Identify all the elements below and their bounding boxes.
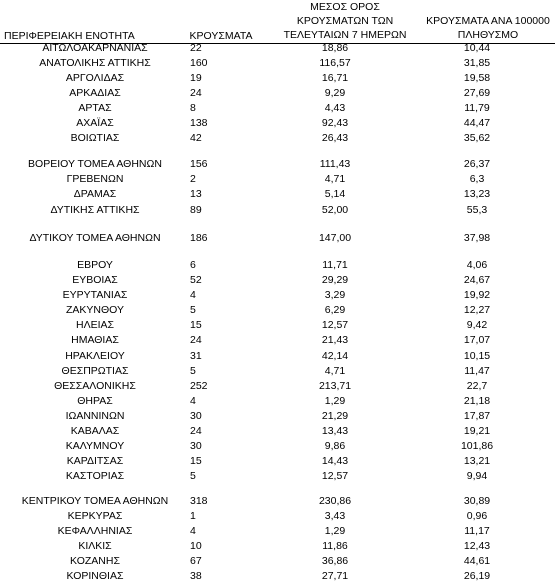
cases-cell: 15 xyxy=(190,455,202,467)
region-cell: ΑΡΤΑΣ xyxy=(78,102,112,114)
region-cell: ΑΡΚΑΔΙΑΣ xyxy=(69,87,121,99)
table-row xyxy=(0,172,555,187)
per-100k-cell: 21,18 xyxy=(463,395,491,407)
avg-7day-cell: 213,71 xyxy=(318,380,352,392)
region-cell: ΔΥΤΙΚΟΥ ΤΟΜΕΑ ΑΘΗΝΩΝ xyxy=(29,232,161,244)
region-cell: ΚΟΡΙΝΘΙΑΣ xyxy=(66,570,124,582)
per-100k-cell: 22,7 xyxy=(466,380,488,392)
cases-cell: 8 xyxy=(190,102,196,114)
table-row xyxy=(0,569,555,584)
per-100k-cell: 4,06 xyxy=(466,259,488,271)
avg-7day-cell: 52,00 xyxy=(321,204,349,216)
cases-cell: 5 xyxy=(190,304,196,316)
table-row xyxy=(0,187,555,202)
header-per-line1: ΚΡΟΥΣΜΑΤΑ ΑΝΑ 100000 xyxy=(426,15,550,27)
table-row xyxy=(0,56,555,71)
avg-7day-cell: 16,71 xyxy=(321,72,349,84)
table-row xyxy=(0,454,555,469)
header-cases: ΚΡΟΥΣΜΑΤΑ xyxy=(189,30,253,42)
cases-cell: 22 xyxy=(190,42,202,54)
per-100k-cell: 44,61 xyxy=(463,555,491,567)
cases-cell: 252 xyxy=(190,380,208,392)
per-100k-cell: 13,21 xyxy=(463,455,491,467)
header-avg-line1: ΜΕΣΟΣ ΟΡΟΣ xyxy=(310,1,380,13)
avg-7day-cell: 18,86 xyxy=(321,42,349,54)
avg-7day-cell: 111,43 xyxy=(319,158,351,170)
region-cell: ΒΟΡΕΙΟΥ ΤΟΜΕΑ ΑΘΗΝΩΝ xyxy=(28,158,162,170)
table-row xyxy=(0,379,555,394)
cases-cell: 67 xyxy=(190,555,202,567)
region-cell: ΙΩΑΝΝΙΝΩΝ xyxy=(65,410,125,422)
avg-7day-cell: 4,43 xyxy=(324,102,346,114)
table-row xyxy=(0,288,555,303)
table-row xyxy=(0,424,555,439)
table-row xyxy=(0,394,555,409)
cases-cell: 38 xyxy=(190,570,202,582)
region-cell: ΑΝΑΤΟΛΙΚΗΣ ΑΤΤΙΚΗΣ xyxy=(39,57,151,69)
per-100k-cell: 27,69 xyxy=(463,87,491,99)
cases-cell: 30 xyxy=(190,440,202,452)
table-row xyxy=(0,157,555,172)
per-100k-cell: 9,42 xyxy=(466,319,488,331)
region-cell: ΚΑΛΥΜΝΟΥ xyxy=(65,440,125,452)
per-100k-cell: 31,85 xyxy=(463,57,491,69)
region-cell: ΘΗΡΑΣ xyxy=(77,395,113,407)
table-row xyxy=(0,349,555,364)
cases-cell: 156 xyxy=(190,158,208,170)
cases-cell: 4 xyxy=(190,289,196,301)
table-row xyxy=(0,101,555,116)
avg-7day-cell: 9,86 xyxy=(324,440,346,452)
table-row xyxy=(0,439,555,454)
cases-cell: 10 xyxy=(190,540,202,552)
avg-7day-cell: 230,86 xyxy=(318,495,352,507)
cases-cell: 15 xyxy=(190,319,202,331)
region-cell: ΚΟΖΑΝΗΣ xyxy=(70,555,120,567)
avg-7day-cell: 1,29 xyxy=(324,525,346,537)
avg-7day-cell: 11,71 xyxy=(322,259,348,271)
per-100k-cell: 26,37 xyxy=(463,158,491,170)
region-cell: ΚΑΒΑΛΑΣ xyxy=(70,425,120,437)
avg-7day-cell: 3,29 xyxy=(324,289,346,301)
table-row xyxy=(0,509,555,524)
cases-cell: 89 xyxy=(190,204,202,216)
table-row xyxy=(0,364,555,379)
header-avg-line3: ΤΕΛΕΥΤΑΙΩΝ 7 ΗΜΕΡΩΝ xyxy=(283,29,407,41)
header-avg-7day xyxy=(275,0,415,42)
region-cell: ΕΒΡΟΥ xyxy=(77,259,113,271)
cases-cell: 24 xyxy=(190,425,202,437)
avg-7day-cell: 4,71 xyxy=(324,365,346,377)
per-100k-cell: 37,98 xyxy=(463,232,491,244)
region-cell: ΖΑΚΥΝΘΟΥ xyxy=(65,304,124,316)
table-row xyxy=(0,524,555,539)
region-cell: ΑΡΓΟΛΙΔΑΣ xyxy=(65,72,125,84)
header-per-line2: ΠΛΗΘΥΣΜΟ xyxy=(457,29,519,41)
region-cell: ΒΟΙΩΤΙΑΣ xyxy=(70,132,120,144)
region-cell: ΕΥΒΟΙΑΣ xyxy=(72,274,118,286)
cases-cell: 138 xyxy=(190,117,208,129)
region-cell: ΗΜΑΘΙΑΣ xyxy=(71,334,119,346)
avg-7day-cell: 29,29 xyxy=(321,274,349,286)
per-100k-cell: 6,3 xyxy=(469,173,485,185)
per-100k-cell: 17,87 xyxy=(463,410,491,422)
avg-7day-cell: 27,71 xyxy=(321,570,349,582)
per-100k-cell: 12,27 xyxy=(463,304,491,316)
table-row xyxy=(0,333,555,348)
cases-cell: 2 xyxy=(190,173,196,185)
avg-7day-cell: 4,71 xyxy=(324,173,346,185)
cases-cell: 1 xyxy=(190,510,196,522)
table-row xyxy=(0,116,555,131)
avg-7day-cell: 42,14 xyxy=(321,350,349,362)
cases-cell: 42 xyxy=(190,132,202,144)
avg-7day-cell: 36,86 xyxy=(321,555,349,567)
avg-7day-cell: 12,57 xyxy=(321,470,349,482)
per-100k-cell: 19,92 xyxy=(463,289,491,301)
per-100k-cell: 55,3 xyxy=(466,204,488,216)
region-cell: ΔΥΤΙΚΗΣ ΑΤΤΙΚΗΣ xyxy=(50,204,140,216)
table-row xyxy=(0,203,555,218)
per-100k-cell: 19,21 xyxy=(463,425,491,437)
cases-cell: 24 xyxy=(190,87,202,99)
per-100k-cell: 0,96 xyxy=(466,510,488,522)
header-region: ΠΕΡΙΦΕΡΕΙΑΚΗ ΕΝΟΤΗΤΑ xyxy=(4,30,135,42)
avg-7day-cell: 92,43 xyxy=(321,117,349,129)
region-cell: ΚΕΝΤΡΙΚΟΥ ΤΟΜΕΑ ΑΘΗΝΩΝ xyxy=(21,495,169,507)
cases-cell: 13 xyxy=(190,188,202,200)
cases-cell: 318 xyxy=(190,495,208,507)
per-100k-cell: 44,47 xyxy=(463,117,491,129)
header-per-100k xyxy=(418,14,555,42)
table-row xyxy=(0,494,555,509)
avg-7day-cell: 116,57 xyxy=(319,57,351,69)
per-100k-cell: 13,23 xyxy=(463,188,491,200)
cases-cell: 31 xyxy=(190,350,202,362)
per-100k-cell: 35,62 xyxy=(463,132,491,144)
table-row xyxy=(0,258,555,273)
cases-cell: 4 xyxy=(190,525,196,537)
region-cell: ΓΡΕΒΕΝΩΝ xyxy=(66,173,124,185)
avg-7day-cell: 26,43 xyxy=(321,132,349,144)
avg-7day-cell: 21,29 xyxy=(321,410,349,422)
region-cell: ΚΕΦΑΛΛΗΝΙΑΣ xyxy=(57,525,133,537)
header-avg-line2: ΚΡΟΥΣΜΑΤΩΝ ΤΩΝ xyxy=(296,15,394,27)
table-row xyxy=(0,469,555,484)
cases-cell: 6 xyxy=(190,259,196,271)
cases-cell: 19 xyxy=(190,72,202,84)
per-100k-cell: 12,43 xyxy=(463,540,491,552)
per-100k-cell: 9,94 xyxy=(466,470,488,482)
region-cell: ΚΑΡΔΙΤΣΑΣ xyxy=(66,455,124,467)
per-100k-cell: 101,86 xyxy=(460,440,494,452)
avg-7day-cell: 14,43 xyxy=(321,455,349,467)
avg-7day-cell: 3,43 xyxy=(324,510,346,522)
table-row xyxy=(0,303,555,318)
table-row xyxy=(0,318,555,333)
table-row xyxy=(0,409,555,424)
region-cell: ΑΙΤΩΛΟΑΚΑΡΝΑΝΙΑΣ xyxy=(42,42,148,54)
per-100k-cell: 26,19 xyxy=(463,570,491,582)
avg-7day-cell: 1,29 xyxy=(324,395,346,407)
region-cell: ΚΙΛΚΙΣ xyxy=(78,540,112,552)
avg-7day-cell: 21,43 xyxy=(321,334,349,346)
cases-cell: 186 xyxy=(190,232,208,244)
per-100k-cell: 11,17 xyxy=(464,525,490,537)
region-cell: ΚΕΡΚΥΡΑΣ xyxy=(67,510,123,522)
table-row xyxy=(0,71,555,86)
table-row xyxy=(0,231,555,246)
per-100k-cell: 19,58 xyxy=(463,72,491,84)
table-row xyxy=(0,554,555,569)
avg-7day-cell: 9,29 xyxy=(324,87,346,99)
cases-cell: 5 xyxy=(190,470,196,482)
cases-cell: 4 xyxy=(190,395,196,407)
avg-7day-cell: 147,00 xyxy=(318,232,352,244)
per-100k-cell: 11,79 xyxy=(464,102,490,114)
per-100k-cell: 10,44 xyxy=(463,42,491,54)
cases-cell: 5 xyxy=(190,365,196,377)
avg-7day-cell: 11,86 xyxy=(322,540,348,552)
region-cell: ΕΥΡΥΤΑΝΙΑΣ xyxy=(62,289,128,301)
cases-cell: 52 xyxy=(190,274,202,286)
avg-7day-cell: 6,29 xyxy=(324,304,346,316)
cases-cell: 30 xyxy=(190,410,202,422)
table-row xyxy=(0,41,555,56)
region-cell: ΔΡΑΜΑΣ xyxy=(73,188,117,200)
table-row xyxy=(0,86,555,101)
region-cell: ΘΕΣΣΑΛΟΝΙΚΗΣ xyxy=(54,380,136,392)
table-row xyxy=(0,131,555,146)
region-cell: ΗΡΑΚΛΕΙΟΥ xyxy=(65,350,125,362)
per-100k-cell: 11,47 xyxy=(464,365,490,377)
region-cell: ΗΛΕΙΑΣ xyxy=(75,319,114,331)
table-row xyxy=(0,539,555,554)
per-100k-cell: 10,15 xyxy=(463,350,491,362)
avg-7day-cell: 13,43 xyxy=(321,425,349,437)
per-100k-cell: 30,89 xyxy=(463,495,491,507)
region-cell: ΑΧΑΪΑΣ xyxy=(76,117,114,129)
region-cell: ΘΕΣΠΡΩΤΙΑΣ xyxy=(61,365,129,377)
cases-cell: 160 xyxy=(190,57,208,69)
per-100k-cell: 17,07 xyxy=(463,334,491,346)
per-100k-cell: 24,67 xyxy=(463,274,491,286)
table-row xyxy=(0,273,555,288)
avg-7day-cell: 5,14 xyxy=(324,188,346,200)
region-cell: ΚΑΣΤΟΡΙΑΣ xyxy=(65,470,125,482)
avg-7day-cell: 12,57 xyxy=(321,319,349,331)
cases-cell: 24 xyxy=(190,334,202,346)
